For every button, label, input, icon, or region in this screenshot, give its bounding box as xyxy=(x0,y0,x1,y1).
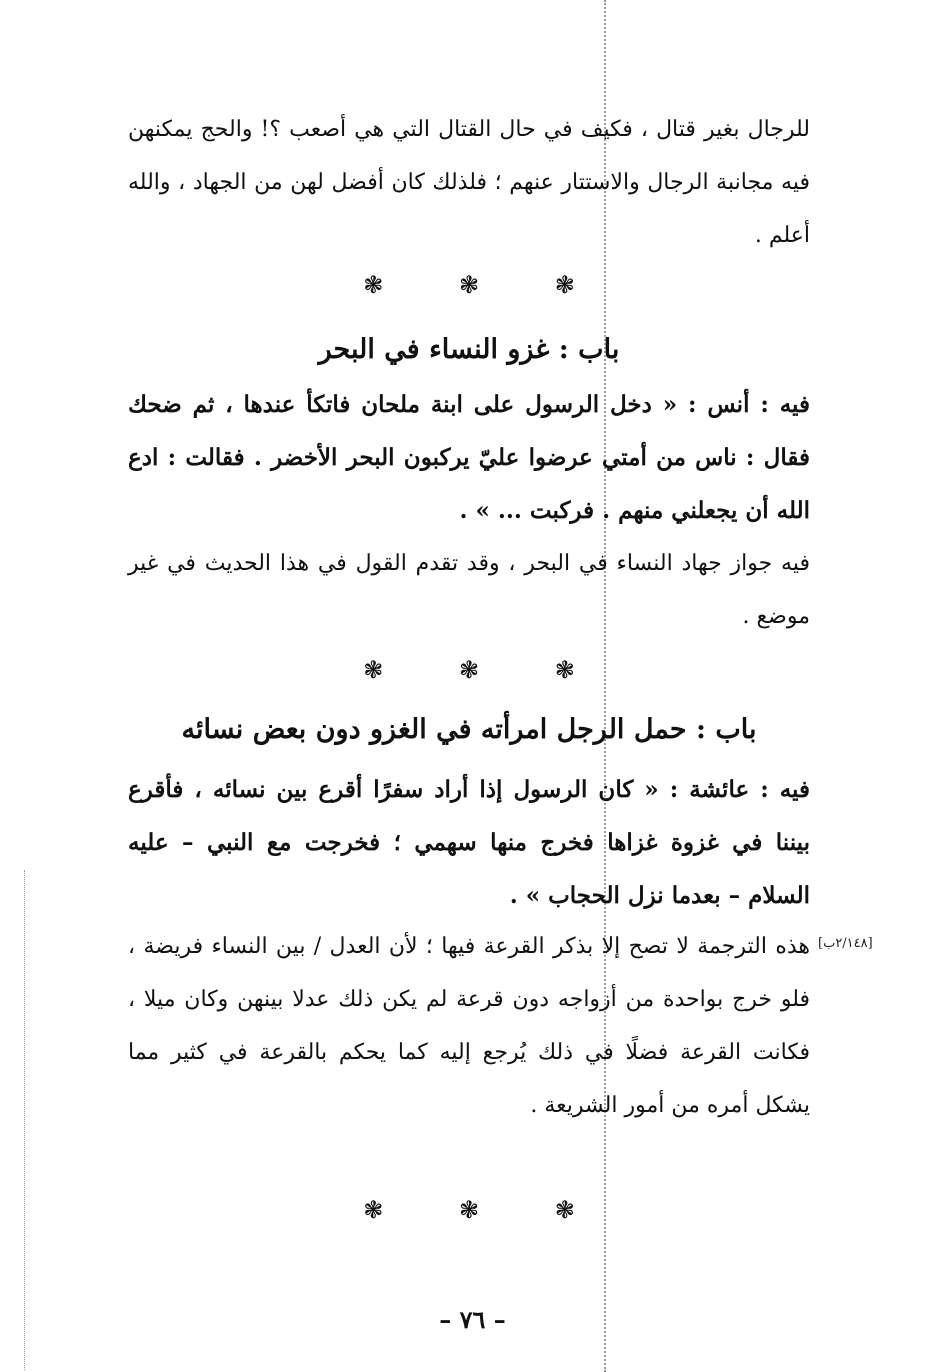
section-heading: باب : غزو النساء في البحر xyxy=(318,334,620,365)
separator-star-icon: ❃ xyxy=(363,656,384,684)
manuscript-folio-reference: [٢/١٤٨ب] xyxy=(818,936,873,951)
section-separator xyxy=(128,655,810,685)
commentary-paragraph: هذه الترجمة لا تصح إلا بذكر القرعة فيها ؛ لأن العدل / بين النساء فريضة ، فلو خرج بواحدة من أزواجه دون قرعة لم يكن ذلك عدلا بينهن وكان ميلا ، فكانت القرعة فضلًا في ذلك يُرجع إليه كما يحكم بالقرعة في كثير مما يشكل أمره من أمور الشريعة . xyxy=(128,934,810,1118)
section-heading: باب : حمل الرجل امرأته في الغزو دون بعض نسائه xyxy=(181,714,757,745)
separator-star-icon: ❃ xyxy=(458,271,480,299)
section-separator xyxy=(128,1195,810,1225)
section-separator xyxy=(128,270,810,300)
separator-star-icon: ❃ xyxy=(363,1196,384,1224)
separator-star-icon: ❃ xyxy=(554,1196,575,1224)
separator-star-icon: ❃ xyxy=(363,271,384,299)
separator-star-icon: ❃ xyxy=(554,656,575,684)
page-number: – ٧٦ – xyxy=(439,1305,506,1334)
separator-star-icon: ❃ xyxy=(458,1196,480,1224)
hadith-text: فيه : أنس : « دخل الرسول على ابنة ملحان فاتكأ عندها ، ثم ضحك فقال : ناس من أمتي عرضوا عليّ يركبون البحر الأخضر . فقالت : ادع الله أن يجعلني منهم . فركبت ... » . xyxy=(128,391,810,524)
separator-star-icon: ❃ xyxy=(554,271,575,299)
hadith-text: فيه : عائشة : « كان الرسول إذا أراد سفرًا أقرع بين نسائه ، فأقرع بيننا في غزوة غزاها فخرج منها سهمي ؛ فخرجت مع النبي – عليه السلام – بعدما نزل الحجاب » . xyxy=(128,776,810,909)
commentary-paragraph: فيه جواز جهاد النساء في البحر ، وقد تقدم القول في هذا الحديث في غير موضع . xyxy=(128,551,810,629)
opening-paragraph: للرجال بغير قتال ، فكيف في حال القتال التي هي أصعب ؟! والحج يمكنهن فيه مجانبة الرجال والاستتار عنهم ؛ فلذلك كان أفضل لهن من الجهاد ، والله أعلم . xyxy=(128,117,810,248)
scan-edge-line-left xyxy=(24,870,25,1370)
separator-star-icon: ❃ xyxy=(458,656,480,684)
